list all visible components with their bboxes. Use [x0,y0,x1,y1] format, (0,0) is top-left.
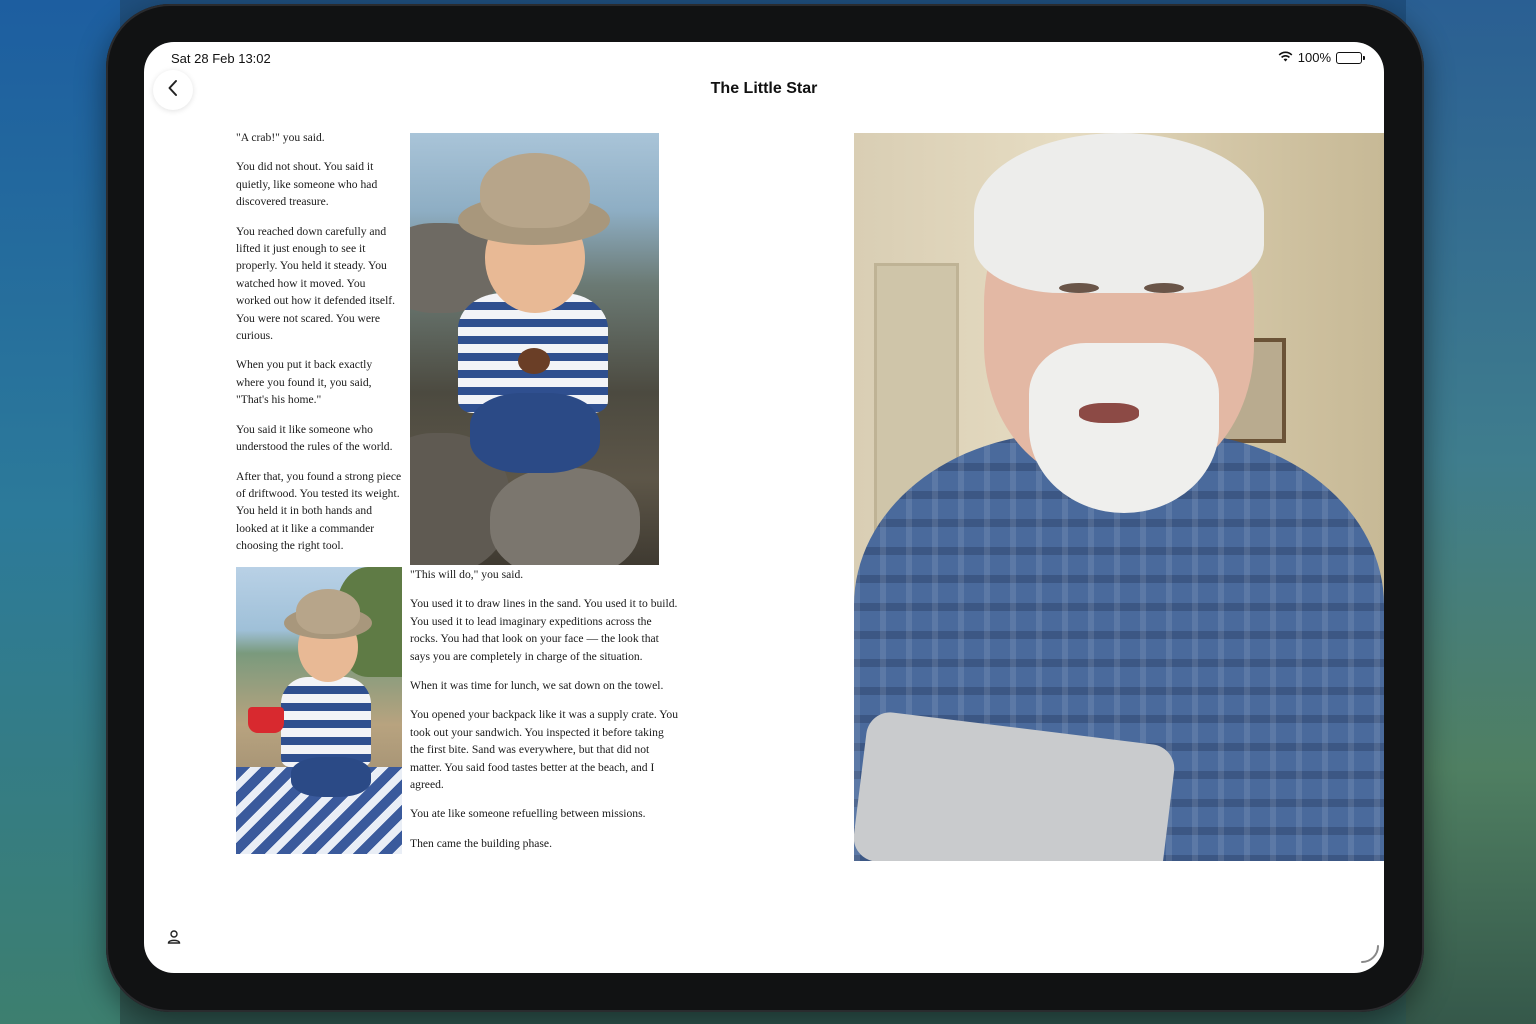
battery-percent: 100% [1297,50,1331,65]
story-paragraph: You used it to draw lines in the sand. You used it to build. You used it to lead imaginary expeditions across the rocks. You had that look on your face — the look that says you are completely in charge of the situation. [410,597,678,663]
tablet-screen [144,42,1384,973]
story-paragraph: After that, you found a strong piece of driftwood. You tested its weight. You held it in both hands and looked at it like a commander choosing the right tool. [236,469,402,553]
wifi-icon [1278,50,1293,65]
battery-icon [1336,52,1362,64]
story-column-right [410,566,678,864]
story-paragraph: When it was time for lunch, we sat down on the towel. [410,679,664,693]
page-title: The Little Star [710,80,818,97]
story-paragraph: You ate like someone refuelling between missions. [410,807,646,821]
status-indicators [1278,50,1362,65]
story-paragraph: When you put it back exactly where you found it, you said, "That's his home." [236,358,373,407]
story-paragraph: "A crab!" you said. [236,131,325,144]
status-time: Sat 28 Feb 13:02 [171,51,271,66]
video-call-feed[interactable] [854,133,1384,861]
tablet-device [106,4,1424,1012]
story-paragraph: Then came the building phase. [410,836,552,850]
person-icon[interactable] [166,929,182,950]
story-paragraph: You did not shout. You said it quietly, like someone who had discovered treasure. [236,160,378,209]
story-paragraph: You said it like someone who understood the rules of the world. [236,422,393,454]
story-paragraph: You reached down carefully and lifted it just enough to see it properly. You held it steady. You watched how it moved. You worked out how it defended itself. You were not scared. You were curious. [236,224,396,343]
photo-boy-eating-sandwich [236,567,402,854]
background-left [0,0,120,1024]
resize-handle-icon[interactable] [1358,942,1380,969]
story-paragraph: You opened your backpack like it was a supply crate. You took out your sandwich. You inspected it before taking the first bite. Sand was everywhere, but that did not matter. You said food tastes better at the beach, and I agreed. [410,708,679,792]
background-right [1406,0,1536,1024]
story-paragraph: "This will do," you said. [410,568,524,581]
story-column-left [236,129,402,567]
photo-boy-with-crab [410,133,659,565]
